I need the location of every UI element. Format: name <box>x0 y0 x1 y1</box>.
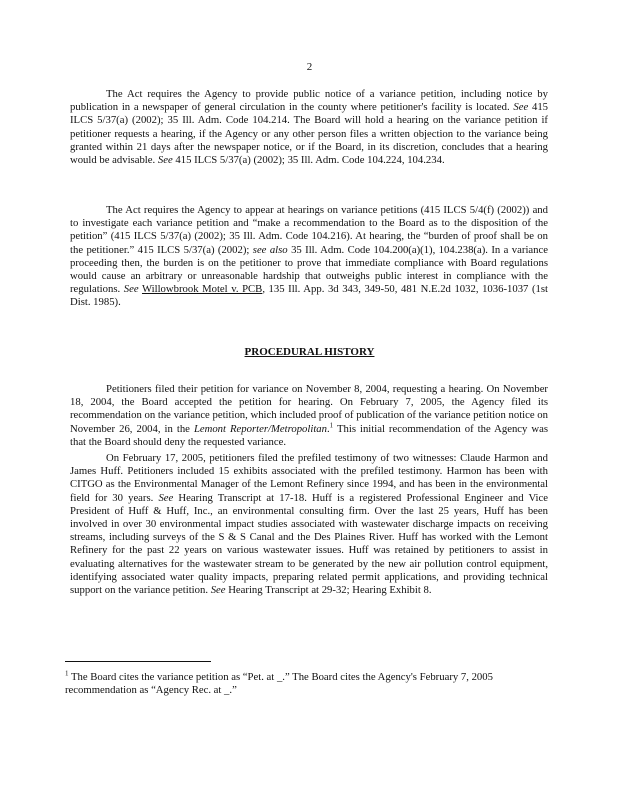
p1-text-3: 415 ILCS 5/37(a) (2002); 35 Ill. Adm. Code 104.224, 104.234. <box>175 154 445 167</box>
p1-text-1: The Act requires the Agency to provide public notice of a variance petition, including notice by publication in a newspaper of general circulation in the county where petitioner's facility is located. <box>70 88 548 114</box>
p4-see-2: See <box>210 584 226 597</box>
p4-text-2: Hearing Transcript at 17-18. Huff is a registered Professional Engineer and Vice President of Huff & Huff, Inc., an environmental consulting firm. Over the last 25 years, Huff has been involved in over 30 environmental impact studies associated with wastewater discharge impacts on receiving streams, including surveys of the S & S Canal and the Des Plaines River. Huff has worked with the Lemont Refinery for the past 22 years on various wastewater issues. Huff was retained by petitioners to assist in evaluating alternatives for the wastewater stream to be generated by the new air pollution control equipment, identifying associated water quality impacts, preparing related permit applications, and providing technical support on the variance petition. <box>70 491 549 597</box>
p1-see-2: See <box>157 154 173 167</box>
page-number: 2 <box>306 61 313 73</box>
p1-see-1: See <box>513 101 529 114</box>
p2-see: See <box>123 283 139 296</box>
p2-case-name: Willowbrook Motel v. PCB <box>141 283 263 296</box>
footnote-text: The Board cites the variance petition as “Pet. at _.” The Board cites the Agency's February 7, 2005 recommendation as “Agency Rec. at _.” <box>65 671 493 697</box>
p2-text-2: 35 Ill. Adm. Code 104.200(a)(1), 104.238(a). In a variance proceeding then, the burden is on the petitioner to prove that immediate compliance with Board regulations would cause an arbitrary or unreasonable hardship that outweighs public interest in compliance with the regulations. <box>70 243 548 296</box>
footnote-reference: 1 <box>329 421 334 430</box>
paragraph-petition-filed <box>70 383 548 449</box>
p4-text-3: Hearing Transcript at 29-32; Hearing Exhibit 8. <box>228 584 432 597</box>
p3-text-3: This initial recommendation of the Agency was that the Board should deny the requested variance. <box>70 422 549 448</box>
footnote-mark: 1 <box>65 669 69 678</box>
p2-text-1: The Act requires the Agency to appear at hearings on variance petitions (415 ILCS 5/4(f) (2002)) and to investigate each variance petition and “make a recommendation to the Board as to the disposition of the petition” (415 ILCS 5/37(a) (2002); 35 Ill. Adm. Code 104.216). At hearing, the “burden of proof shall be on the petitioner.” 415 ILCS 5/37(a) (2002); <box>70 204 548 256</box>
paragraph-public-notice <box>70 88 548 167</box>
footnote <box>65 671 553 697</box>
p3-text-1: Petitioners filed their petition for variance on November 8, 2004, requesting a hearing. On November 18, 2004, the Board accepted the petition for hearing. On February 7, 2005, the Agency filed its recommendation on the variance petition, which included proof of publication of the variance petition notice on November 26, 2004, in the <box>70 383 548 435</box>
p3-text-2: . <box>326 422 330 435</box>
p4-see-1: See <box>158 491 174 504</box>
footnote-divider <box>65 661 211 662</box>
paragraph-agency-duties <box>70 204 548 310</box>
p3-newspaper-name: Lemont Reporter/Metropolitan <box>193 422 327 435</box>
p1-text-2: 415 ILCS 5/37(a) (2002); 35 Ill. Adm. Code 104.214. The Board will hold a hearing on the variance petition if petitioner requests a hearing, if the Agency or any other person files a written objection to the variance being granted within 21 days after the newspaper notice, or if the Board, in its discretion, concludes that a hearing would be advisable. <box>70 101 549 167</box>
p2-text-3: , 135 Ill. App. 3d 343, 349-50, 481 N.E.2d 1032, 1036-1037 (1st Dist. 1985). <box>70 283 548 309</box>
p4-text-1: On February 17, 2005, petitioners filed the prefiled testimony of two witnesses: Claude Harmon and James Huff. Petitioners included 15 exhibits associated with the prefiled testimony. Harmon has been with CITGO as the Environmental Manager of the Lemont Refinery since 1994, and has been in the environmental field for 30 years. <box>70 452 548 504</box>
p2-see-also: see also <box>252 243 288 256</box>
paragraph-prefiled-testimony <box>70 452 548 597</box>
section-heading: PROCEDURAL HISTORY <box>244 346 375 358</box>
